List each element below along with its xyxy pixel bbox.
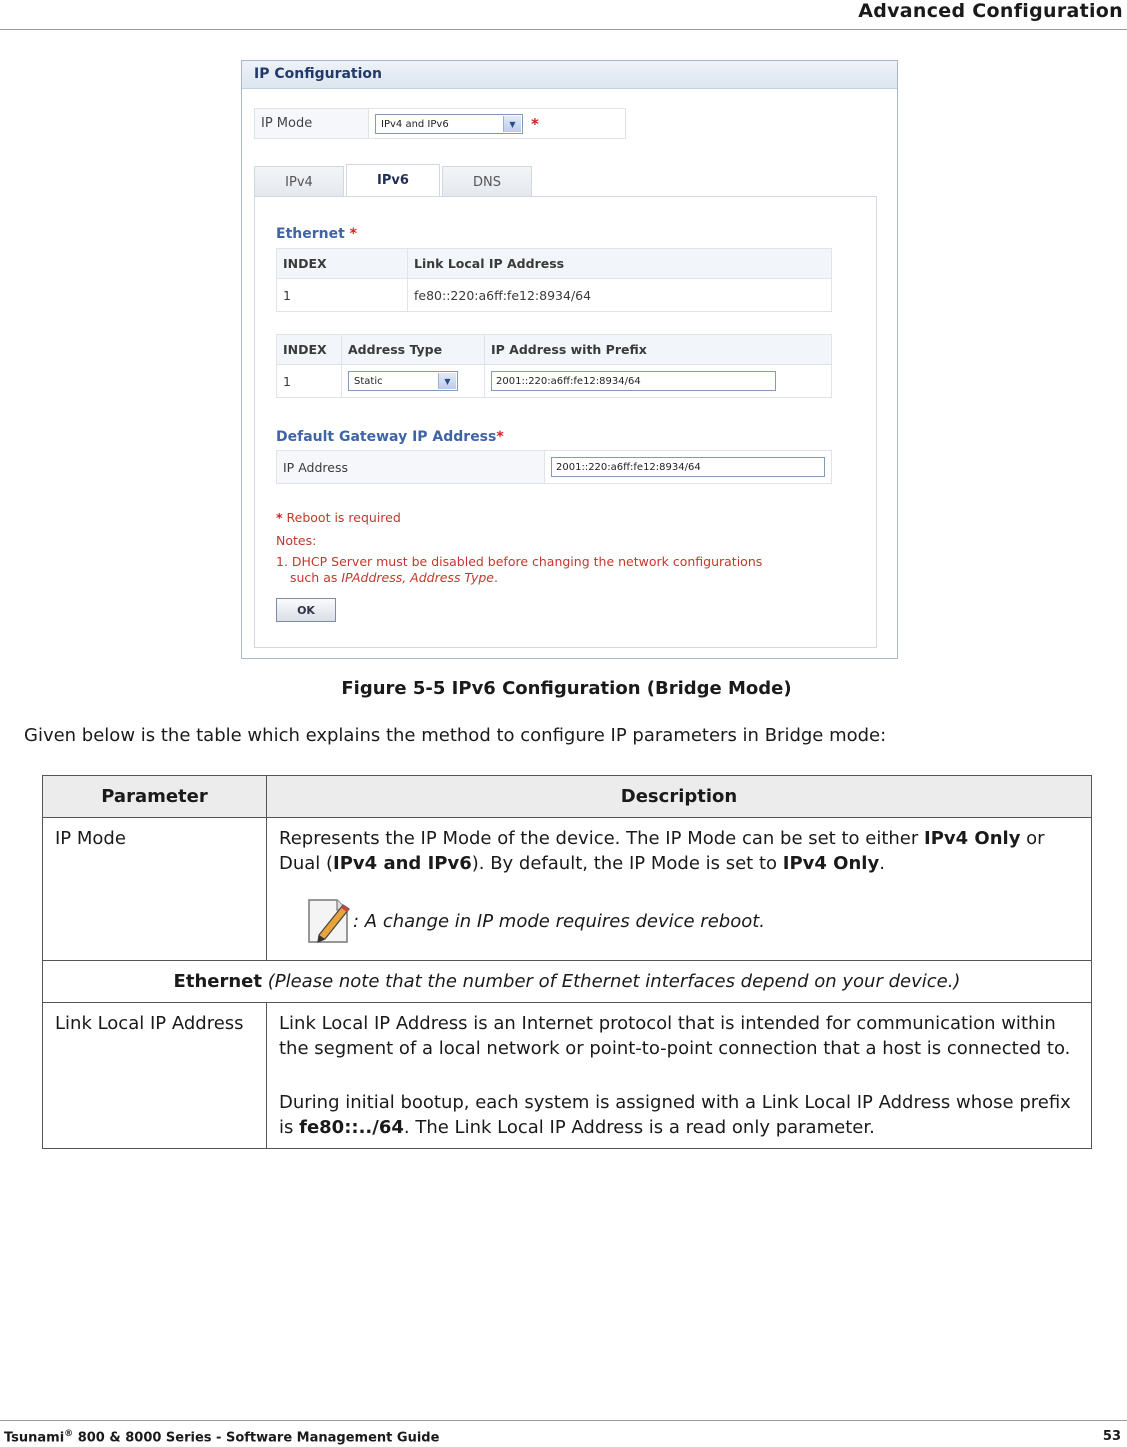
- ip-mode-select[interactable]: [375, 114, 523, 134]
- ip-mode-description: [267, 818, 1092, 961]
- link-local-table: [276, 248, 832, 312]
- link-local-param: Link Local IP Address: [43, 1003, 267, 1149]
- chevron-down-icon: ▼: [438, 373, 456, 389]
- desc-text: or Dual (: [279, 828, 1045, 874]
- desc-text: .: [879, 853, 885, 874]
- address-type-cell: [342, 365, 485, 398]
- ip-mode-label: IP Mode: [255, 109, 369, 138]
- footer-guide: 800 & 8000 Series - Software Management Guide: [73, 1430, 440, 1446]
- ip-address-prefix-input[interactable]: 2001::220:a6ff:fe12:8934/64: [491, 371, 776, 391]
- ok-button[interactable]: OK: [276, 598, 336, 622]
- gateway-label: Default Gateway IP Address: [276, 429, 497, 445]
- gateway-table: [276, 450, 832, 484]
- table-row: [277, 279, 832, 312]
- column-header: INDEX: [277, 249, 408, 279]
- default-gateway-section-title: [276, 429, 504, 445]
- notes: [276, 533, 762, 586]
- required-mark: *: [531, 115, 539, 133]
- column-header: IP Address with Prefix: [485, 335, 832, 365]
- note-line-2-fields: IPAddress, Address Type: [341, 570, 495, 585]
- link-local-desc-2: [279, 1090, 1079, 1140]
- desc-bold: IPv4 and IPv6: [333, 853, 472, 874]
- page-number: 53: [1102, 1429, 1121, 1444]
- table-row: [43, 818, 1092, 961]
- ip-mode-row: [254, 108, 626, 139]
- tab-ipv4[interactable]: IPv4: [254, 166, 344, 198]
- table-header-row: [43, 776, 1092, 818]
- link-local-address-cell: fe80::220:a6ff:fe12:8934/64: [408, 279, 832, 312]
- ethernet-section-title: [276, 226, 357, 242]
- chevron-down-icon: ▼: [503, 116, 521, 132]
- footer-guide-title: [4, 1429, 439, 1445]
- address-type-value: Static: [354, 376, 383, 387]
- gateway-input-cell: [545, 451, 832, 484]
- note-line-2: [276, 570, 762, 586]
- address-table: [276, 334, 832, 398]
- note-line-2-prefix: such as: [290, 570, 342, 585]
- table-header-row: [277, 249, 832, 279]
- ip-mode-param: IP Mode: [43, 818, 267, 961]
- table-row: [277, 365, 832, 398]
- reboot-note-text: Reboot is required: [286, 510, 401, 525]
- desc-text: ). By default, the IP Mode is set to: [471, 853, 783, 874]
- ip-mode-cell: [369, 109, 523, 138]
- required-mark: *: [276, 510, 283, 525]
- page-header-title: Advanced Configuration: [858, 0, 1123, 22]
- index-cell: 1: [277, 279, 408, 312]
- note-pencil-icon: [303, 896, 353, 946]
- ethernet-note: (Please note that the number of Ethernet interfaces depend on your device.): [267, 971, 961, 992]
- desc-bold: IPv4 Only: [924, 828, 1021, 849]
- column-header: Address Type: [342, 335, 485, 365]
- table-header-row: [277, 335, 832, 365]
- tab-bar: [254, 164, 534, 197]
- column-header: Link Local IP Address: [408, 249, 832, 279]
- note-line-1: 1. DHCP Server must be disabled before changing the network configurations: [276, 554, 763, 569]
- required-mark: *: [349, 226, 357, 242]
- table-row: [43, 961, 1092, 1003]
- parameter-header: Parameter: [43, 776, 267, 818]
- header-divider: [0, 29, 1127, 30]
- reboot-note: [276, 510, 401, 525]
- tab-ipv6[interactable]: IPv6: [346, 164, 440, 198]
- ip-configuration-screenshot: [241, 60, 898, 659]
- tab-dns[interactable]: DNS: [442, 166, 532, 198]
- reboot-note-row: [303, 896, 1079, 946]
- desc-text: . The Link Local IP Address is a read only parameter.: [403, 1117, 875, 1138]
- footer-reg-mark: ®: [64, 1429, 74, 1439]
- footer-product: Tsunami: [4, 1430, 65, 1446]
- link-local-description: [267, 1003, 1092, 1149]
- gateway-ip-input[interactable]: 2001::220:a6ff:fe12:8934/64: [551, 457, 825, 477]
- ethernet-section-row: [43, 961, 1092, 1003]
- ipv6-tab-panel: [254, 196, 877, 648]
- desc-bold: IPv4 Only: [782, 853, 880, 874]
- desc-text: During initial bootup, each system is assigned with a Link Local IP Address whose prefix is: [279, 1092, 1071, 1138]
- column-header: INDEX: [277, 335, 342, 365]
- required-mark: *: [496, 429, 504, 445]
- parameter-table: [42, 775, 1092, 1149]
- intro-paragraph: Given below is the table which explains the method to configure IP parameters in Bridge mode:: [24, 725, 887, 746]
- panel-title: IP Configuration: [242, 61, 897, 89]
- table-row: [43, 1003, 1092, 1149]
- ip-mode-value: IPv4 and IPv6: [381, 119, 449, 130]
- address-prefix-cell: [485, 365, 832, 398]
- index-cell: 1: [277, 365, 342, 398]
- table-row: [277, 451, 832, 484]
- ip-mode-note: : A change in IP mode requires device reboot.: [353, 910, 766, 932]
- footer-divider: [0, 1420, 1127, 1421]
- notes-label: Notes:: [276, 533, 317, 548]
- gateway-field-label: IP Address: [277, 451, 545, 484]
- link-local-desc-1: Link Local IP Address is an Internet protocol that is intended for communication within the segment of a local network or point-to-point connection that a host is connected to.: [279, 1013, 1071, 1059]
- ethernet-heading: Ethernet: [173, 971, 262, 992]
- figure-caption: Figure 5-5 IPv6 Configuration (Bridge Mode): [341, 678, 792, 699]
- desc-text: Represents the IP Mode of the device. The IP Mode can be set to either: [279, 828, 924, 849]
- ethernet-label: Ethernet: [276, 226, 345, 242]
- note-line-2-suffix: .: [494, 570, 498, 585]
- desc-bold: fe80::../64: [299, 1117, 404, 1138]
- address-type-select[interactable]: [348, 371, 458, 391]
- description-header: Description: [267, 776, 1092, 818]
